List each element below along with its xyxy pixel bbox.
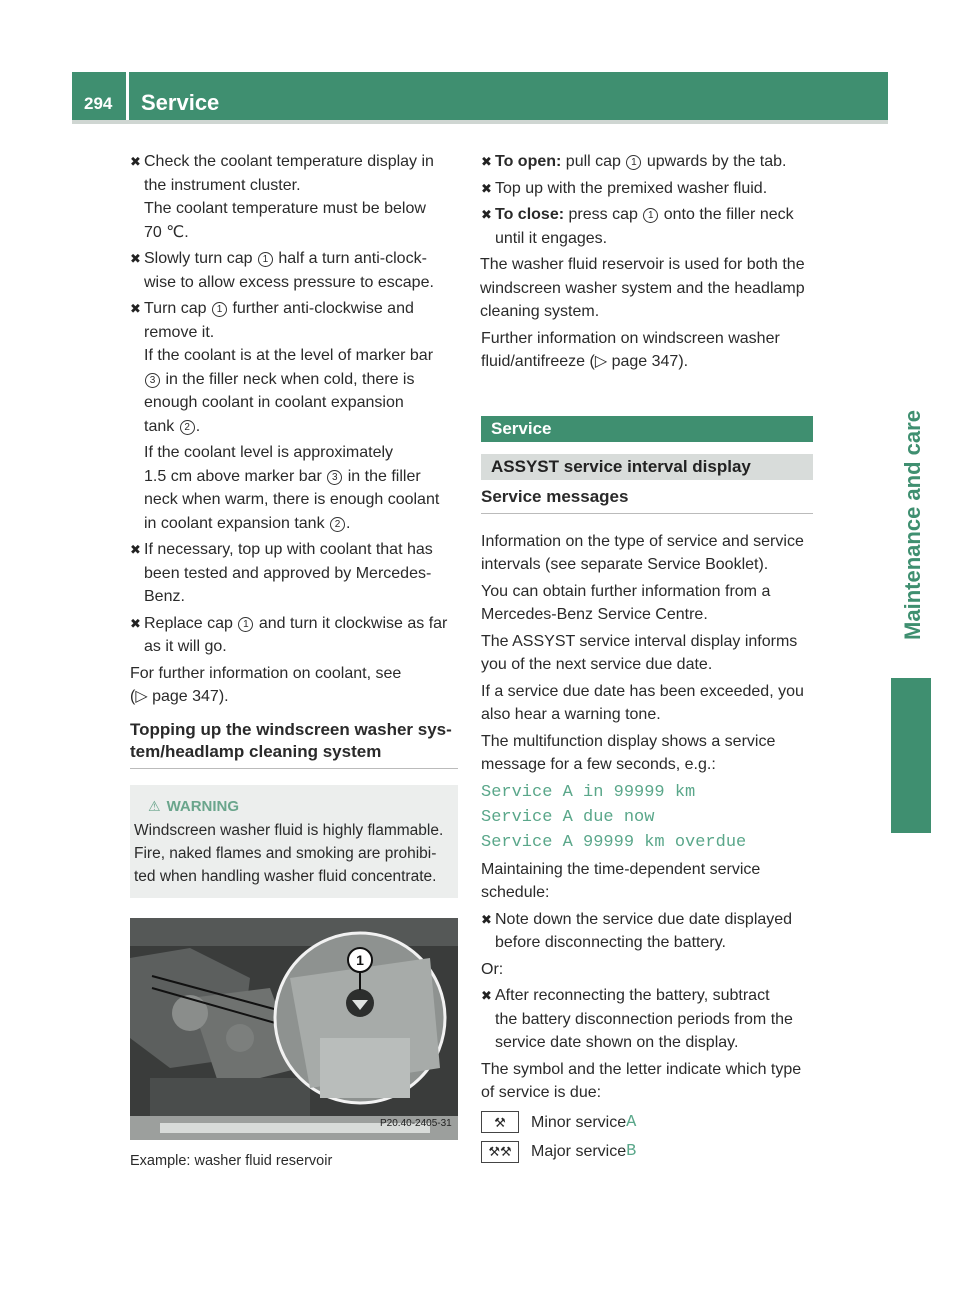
- display-message-2: Service A due now: [481, 807, 655, 827]
- step-arrow-icon: ✖: [130, 251, 141, 266]
- display-message-paragraph: The multifunction display shows a service message for a few seconds, e.g.:: [481, 732, 776, 773]
- side-chapter-label: Maintenance and care: [900, 410, 925, 640]
- right-column: [481, 150, 813, 1164]
- coolant-info-paragraph: For further information on coolant, see (▷ page 347).: [130, 662, 458, 709]
- step-arrow-icon: ✖: [130, 154, 141, 169]
- page-title: Service: [141, 90, 220, 115]
- step-arrow-icon: ✖: [481, 154, 492, 169]
- symbol-letter-paragraph: The symbol and the letter indicate which type of service is due:: [481, 1060, 802, 1101]
- callout-1-icon: 1: [212, 302, 227, 317]
- page-number: 294: [84, 94, 113, 113]
- callout-1-icon: 1: [643, 208, 658, 223]
- callout-3-icon: 3: [327, 470, 342, 485]
- step-note-date: ✖ Note down the service due date displayed before disconnecting the battery.: [481, 908, 813, 955]
- page-reference-link[interactable]: (▷ page 347).: [130, 688, 229, 705]
- step-top-up-washer: ✖ Top up with the premixed washer fluid.: [481, 177, 813, 201]
- left-column: [130, 150, 458, 1173]
- callout-1-icon: 1: [238, 617, 253, 632]
- callout-1-icon: 1: [258, 252, 273, 267]
- callout-2-icon: 2: [330, 517, 345, 532]
- service-messages-heading: Service messages: [481, 486, 813, 514]
- step-turn-cap-half: ✖ Slowly turn cap 1 half a turn anti-clock- wise to allow excess pressure to escape.: [130, 247, 458, 294]
- step-close-cap: ✖ To close: press cap 1 onto the filler neck until it engages.: [481, 203, 813, 250]
- step-open-cap: ✖ To open: pull cap 1 upwards by the tab.: [481, 150, 813, 174]
- header-strip: [72, 120, 888, 124]
- warning-box: ⚠ WARNING Windscreen washer fluid is highly flammable. Fire, naked flames and smoking are prohibi- ted when handling washer fluid concentrate.: [130, 785, 458, 898]
- page-reference-link[interactable]: fluid/antifreeze (▷ page 347).: [481, 353, 689, 370]
- step-check-coolant: ✖ Check the coolant temperature display in the instrument cluster. The coolant temperature must be below 70 ℃.: [130, 150, 458, 244]
- display-message-3: Service A 99999 km overdue: [481, 832, 747, 852]
- callout-1-icon: 1: [626, 155, 641, 170]
- step-replace-cap: ✖ Replace cap 1 and turn it clockwise as far as it will go.: [130, 612, 458, 659]
- minor-service-row: ⚒ Minor service A: [481, 1111, 813, 1135]
- header-divider: [126, 72, 129, 120]
- step-arrow-icon: ✖: [130, 542, 141, 557]
- schedule-paragraph: Maintaining the time-dependent service schedule:: [481, 860, 761, 901]
- or-label: Or:: [481, 960, 504, 978]
- step-arrow-icon: ✖: [481, 207, 492, 222]
- step-subtract-periods: ✖ After reconnecting the battery, subtract the battery disconnection periods from the service date shown on the display.: [481, 984, 813, 1055]
- callout-3-icon: 3: [145, 373, 160, 388]
- step-arrow-icon: ✖: [481, 988, 492, 1003]
- figure-caption: Example: washer fluid reservoir: [130, 1152, 333, 1169]
- antifreeze-info-paragraph: Further information on windscreen washer fluid/antifreeze (▷ page 347).: [481, 327, 813, 374]
- assyst-paragraph: The ASSYST service interval display informs you of the next service due date.: [481, 632, 798, 673]
- assyst-subsection-bar: ASSYST service interval display: [481, 454, 813, 480]
- side-chapter-block: [891, 678, 931, 833]
- display-message-1: Service A in 99999 km: [481, 782, 696, 802]
- service-centre-paragraph: You can obtain further information from a Mercedes-Benz Service Centre.: [481, 582, 771, 623]
- step-top-up-coolant: ✖ If necessary, top up with coolant that has been tested and approved by Mercedes- Benz.: [130, 538, 458, 609]
- service-section-bar: Service: [481, 416, 813, 442]
- warning-triangle-icon: ⚠: [148, 797, 161, 814]
- step-arrow-icon: ✖: [130, 615, 141, 631]
- wrench-icon: ⚒: [481, 1111, 519, 1133]
- step-arrow-icon: ✖: [130, 301, 141, 316]
- exceeded-paragraph: If a service due date has been exceeded, you also hear a warning tone.: [481, 682, 804, 723]
- engine-bay-illustration: [130, 918, 458, 1140]
- washer-reservoir-figure: [130, 918, 458, 1140]
- step-arrow-icon: ✖: [481, 911, 492, 927]
- reservoir-usage-paragraph: The washer fluid reservoir is used for both the windscreen washer system and the headlamp cleaning system.: [480, 256, 805, 320]
- service-info-paragraph: Information on the type of service and service intervals (see separate Service Booklet).: [481, 532, 804, 573]
- svg-text:P20.40-2405-31: P20.40-2405-31: [380, 1117, 452, 1129]
- step-remove-cap: ✖ Turn cap 1 further anti-clockwise and remove it. If the coolant is at the level of marker bar 3 in the filler neck when cold, there is enough coolant in coolant expansion tank 2 . If the coolant level is approximately 1.5 cm above marker bar 3 in the filler neck when warm, there is enough coolant in coolant expansion tank 2 .: [130, 297, 458, 535]
- double-wrench-icon: ⚒⚒: [481, 1141, 519, 1163]
- svg-text:1: 1: [356, 951, 364, 968]
- major-service-row: ⚒⚒ Major service B: [481, 1140, 813, 1164]
- step-arrow-icon: ✖: [481, 180, 492, 196]
- washer-section-heading: Topping up the windscreen washer sys- tem/headlamp cleaning system: [130, 719, 458, 769]
- callout-2-icon: 2: [180, 420, 195, 435]
